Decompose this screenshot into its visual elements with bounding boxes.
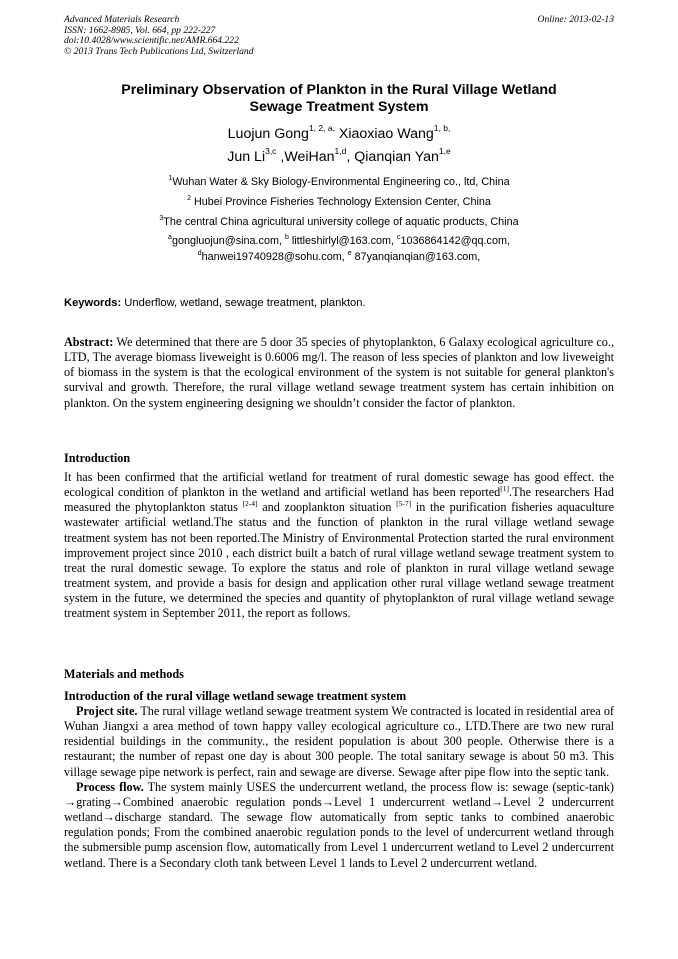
author-name: ,WeiHan (276, 149, 335, 165)
affiliation-sup: 2 (187, 195, 191, 202)
affiliation-sup: 1 (168, 175, 173, 182)
author-sup: 3,c (265, 146, 277, 156)
email-line-2 (64, 250, 614, 266)
email-address: 87yanqianqian@163.com, (351, 251, 481, 263)
methods-subheading: Introduction of the rural village wetland sewage treatment system (64, 689, 407, 703)
author-name: Xiaoxiao Wang (334, 126, 434, 142)
email-line-1 (64, 234, 614, 250)
abstract-text: We determined that there are 5 door 35 species of phytoplankton, 6 Galaxy ecological agriculture co., LTD, The average biomass liveweight is 0.6006 mg/l. The reason of less species of plankton and low liveweight of biomass in the system is that the ecological environment of the system is not suitable for general plankton's survival and growth. Therefore, the rural village wetland sewage treatment system has certain inhibition on plankton. On the system engineering designing we shouldn’t consider the factor of plankton. (64, 335, 614, 410)
affiliation-text: The central China agricultural university college of aquatic products, China (163, 216, 519, 228)
email-sup: c (397, 234, 401, 241)
affiliation-2 (64, 194, 614, 214)
email-sup: a (168, 234, 172, 241)
citation-ref: [1] (500, 484, 510, 494)
paragraph-label: Project site. (76, 704, 138, 718)
author-line-1 (64, 123, 614, 146)
citation-ref: [2-4] (242, 499, 258, 509)
introduction-heading: Introduction (64, 451, 131, 465)
author-sup: 1,e (438, 146, 451, 156)
methods-body (64, 704, 614, 871)
email-address: gongluojun@sina.com, (171, 235, 285, 247)
abstract-label: Abstract: (64, 335, 114, 349)
keywords (64, 296, 614, 310)
process-flow-paragraph (64, 780, 614, 871)
author-line-2 (64, 146, 614, 169)
author-name: , Qianqian Yan (346, 149, 439, 165)
email-sup: e (347, 250, 352, 257)
email-address: littleshirlyl@163.com, (288, 235, 398, 247)
affiliation-1 (64, 174, 614, 194)
running-header (64, 15, 614, 57)
online-date: Online: 2013-02-13 (537, 14, 614, 25)
copyright-line: © 2013 Trans Tech Publications Ltd, Switzerland (64, 45, 254, 57)
doi-line: doi:10.4028/www.scientific.net/AMR.664.222 (64, 35, 239, 47)
email-sup: b (284, 234, 289, 241)
paragraph-text: The rural village wetland sewage treatment system We contracted is located in residential area of Wuhan Jiangxi a area method of town happy valley ecological agriculture co., LTD.There are two new rural residential buildings in the community., the resident population is about 300 people. Otherwise there is a restaurant; the number of repast one day is about 300 people. The total sanitary sewage is about 50 m3. This village sewage pipe network is perfect, rain and sewage are diverse. Sewage after pipe flow into the septic tank. (64, 704, 614, 779)
author-list (64, 123, 614, 169)
title-line-1: Preliminary Observation of Plankton in the Rural Village Wetland (121, 82, 557, 98)
paragraph-text: and zooplankton situation (257, 500, 397, 515)
methods-heading: Materials and methods (64, 667, 184, 681)
email-address: 1036864142@qq.com, (400, 235, 510, 247)
abstract (64, 335, 614, 411)
paper-title (64, 82, 614, 116)
keywords-label: Keywords: (64, 297, 122, 309)
affiliation-3 (64, 214, 614, 234)
paragraph-text: in the purification fisheries aquaculture wastewater artificial wetland.The status and the function of plankton in the rural village wetland sewage treatment system has not been reported.The Ministry of Environmental Protection started the rural environment improvement project since 2010 , each district built a batch of rural village wetland sewage treatment system to treat the rural domestic sewage. To explore the status and role of plankton in rural village wetland sewage treatment system, and provide a basis for design and application other rural village wetland sewage treatment system in the future, we determined the species and quantity of phytoplankton of rural village wetland sewage treatment system in September 2011, the report as follows. (64, 500, 614, 621)
author-name: Luojun Gong (227, 126, 309, 142)
affiliation-text: Hubei Province Fisheries Technology Extension Center, China (191, 196, 491, 208)
author-sup: 1,d (334, 146, 347, 156)
paragraph-label: Process flow. (76, 779, 144, 794)
title-line-2: Sewage Treatment System (249, 99, 429, 115)
keywords-text: Underflow, wetland, sewage treatment, plankton. (121, 297, 366, 309)
author-sup: 1, 2, a, (308, 123, 335, 133)
affiliation-text: Wuhan Water & Sky Biology-Environmental Engineering co., ltd, China (172, 176, 510, 188)
affiliation-sup: 3 (159, 215, 164, 222)
journal-name: Advanced Materials Research (64, 14, 180, 25)
author-name: Jun Li (227, 149, 266, 165)
email-address: hanwei19740928@sohu.com, (201, 251, 348, 263)
issn-line: ISSN: 1662-8985, Vol. 664, pp 222-227 (64, 24, 216, 36)
project-site-paragraph (64, 704, 614, 780)
paragraph-text: .The researchers Had measured the phytoplankton status (64, 485, 614, 515)
introduction-body (64, 470, 614, 622)
citation-ref: [5-7] (396, 499, 412, 509)
paragraph-text: It has been confirmed that the artificial wetland for treatment of rural domestic sewage has good effect. the ecological condition of plankton in the wetland and artificial wetland has been reported (64, 470, 614, 500)
author-sup: 1, b, (433, 123, 451, 133)
paragraph-text: The system mainly USES the undercurrent wetland, the process flow is: sewage (septic-tank) →grating→Combined anaerobic regulation ponds→Level 1 undercurrent wetland→Level 2 undercurrent wetland→discharge standard. The sewage flow automatically from septic tanks to combined anaerobic regulation ponds; From the combined anaerobic regulation ponds to the level of undercurrent wetland through the submersible pump ascension flow, automatically from Level 1 undercurrent wetland to Level 2 undercurrent wetland. There is a Secondary cloth tank between Level 1 lands to Level 2 undercurrent wetland. (64, 779, 614, 870)
affiliations (64, 174, 614, 266)
email-sup: d (197, 250, 202, 257)
